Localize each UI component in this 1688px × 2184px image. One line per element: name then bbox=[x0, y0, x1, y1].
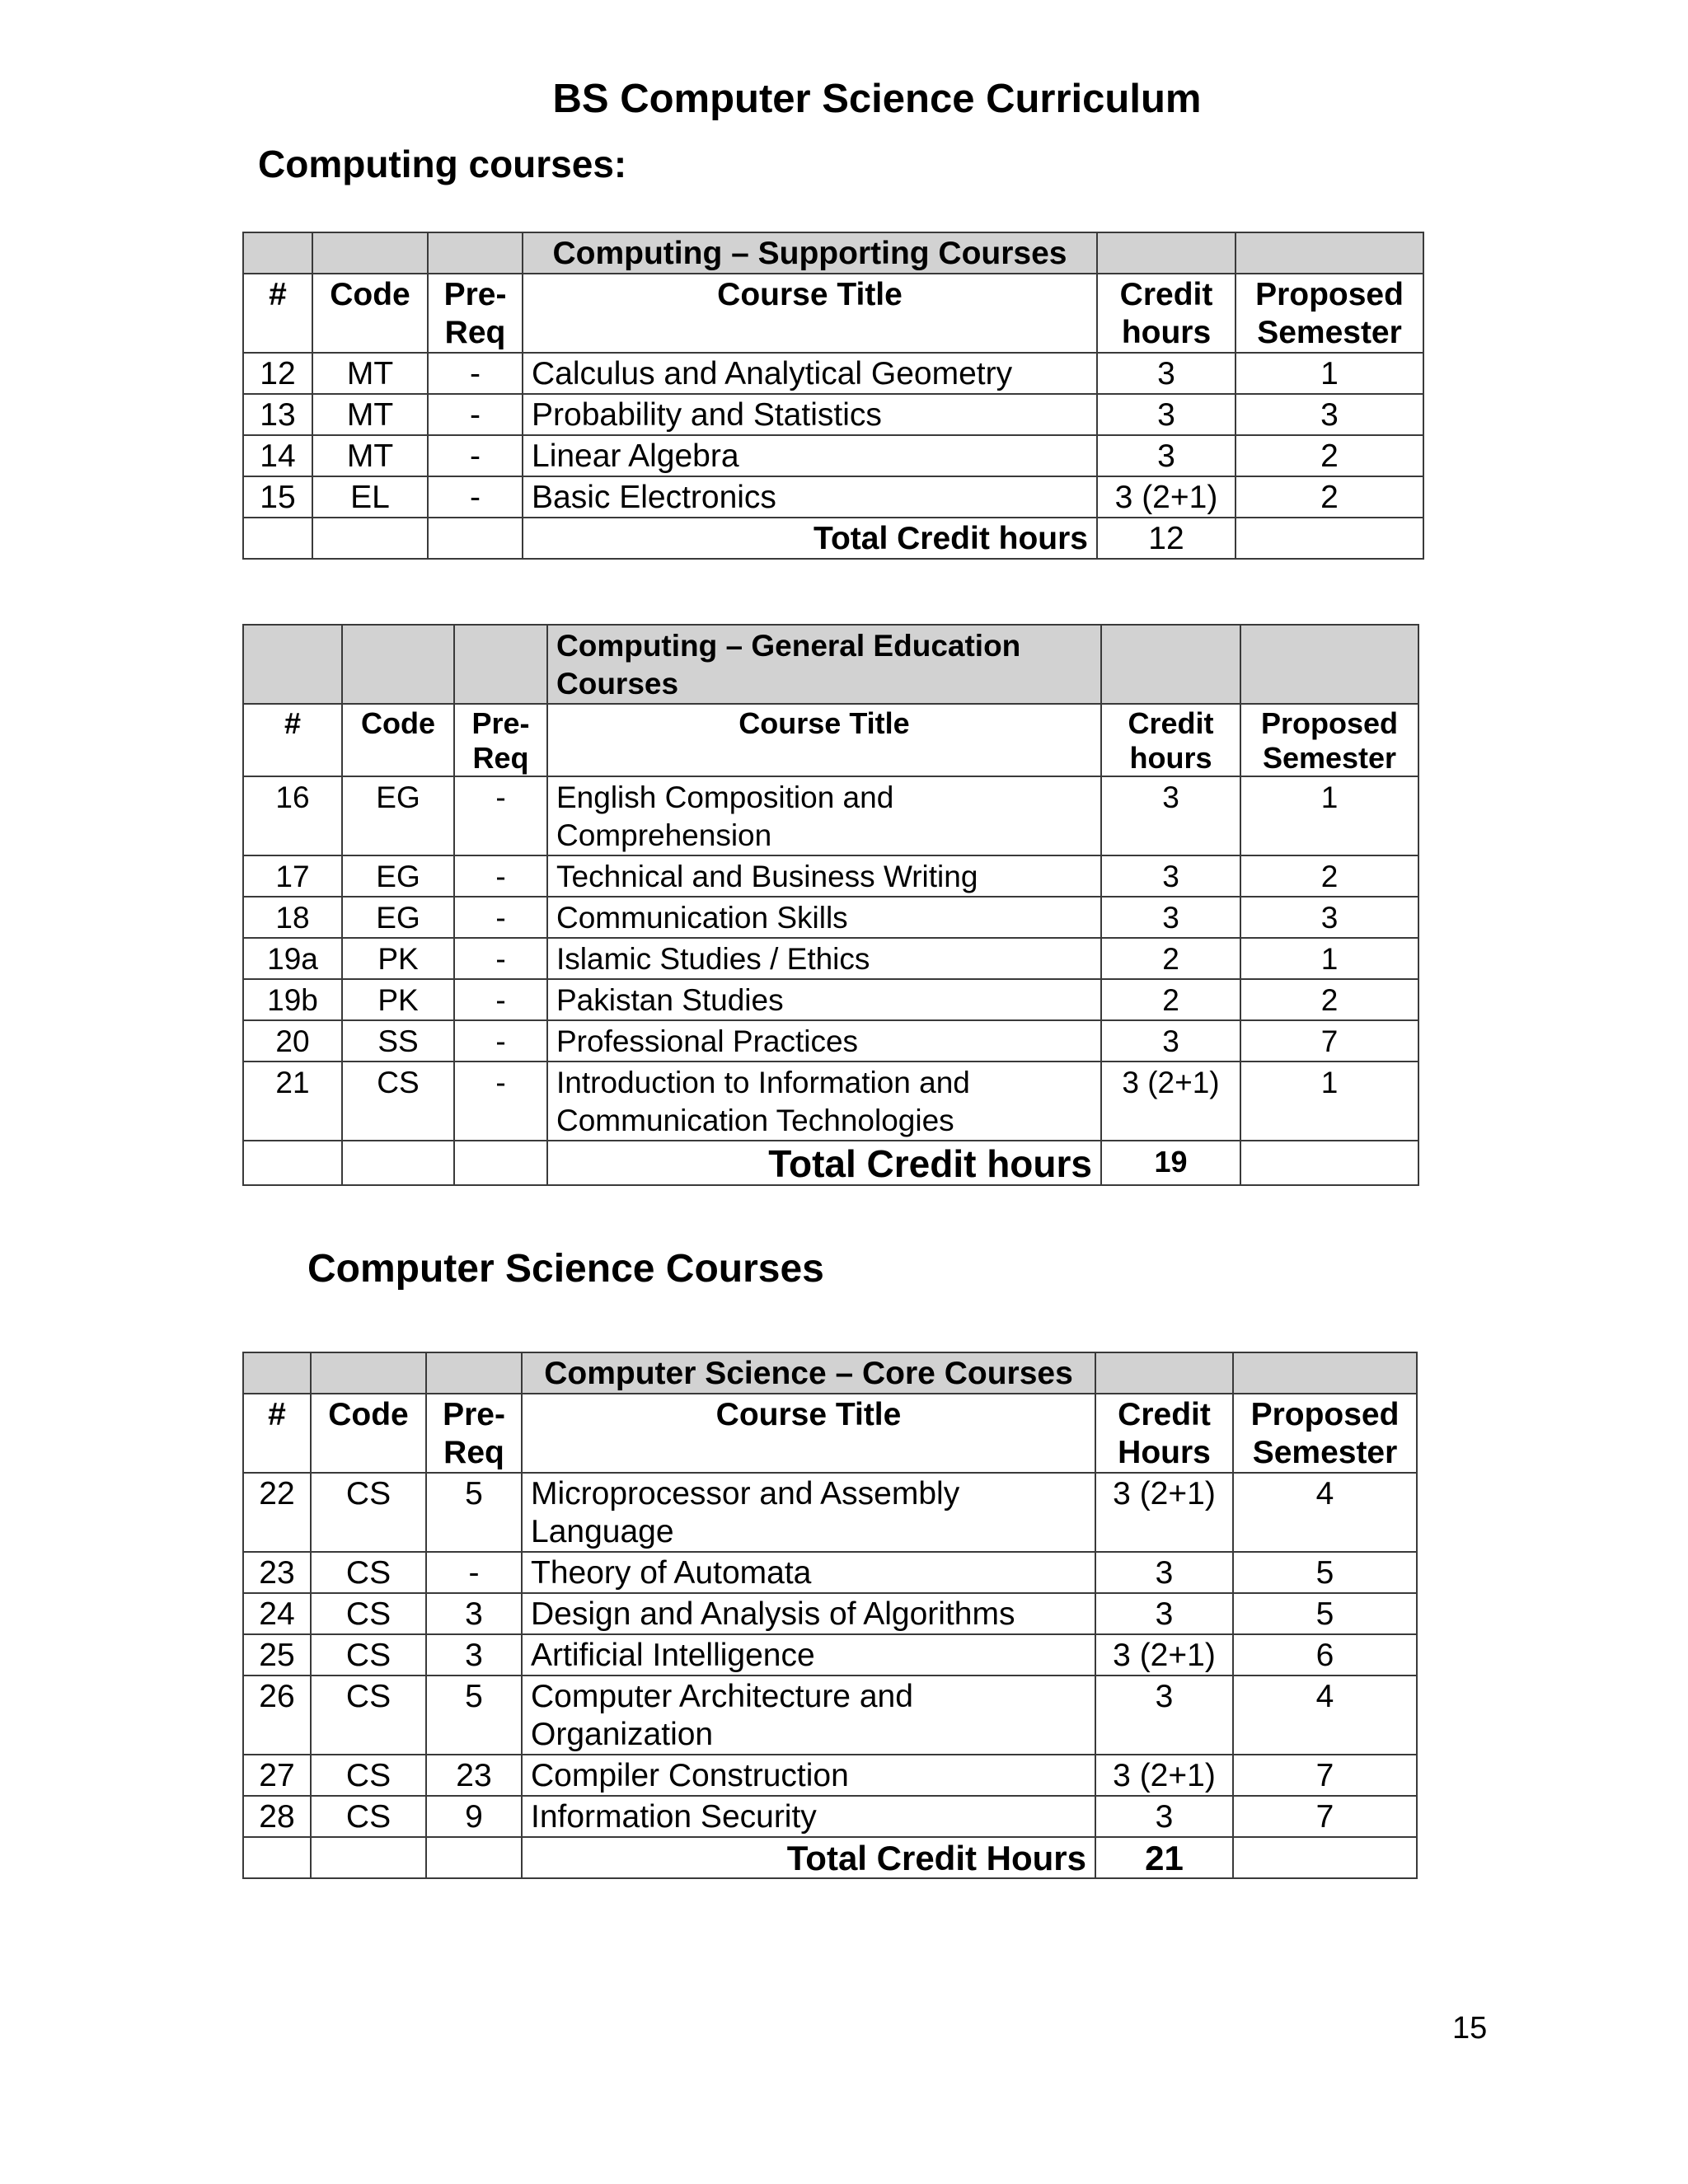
cell-semester: 3 bbox=[1236, 394, 1423, 435]
table-header-row bbox=[243, 704, 1418, 776]
computing-courses-heading: Computing courses: bbox=[258, 143, 627, 185]
cell-prereq: 5 bbox=[426, 1675, 522, 1755]
cell-credit: 3 bbox=[1095, 1593, 1233, 1634]
cell-code: CS bbox=[311, 1473, 426, 1552]
cell-semester: 5 bbox=[1233, 1593, 1417, 1634]
cell-credit: 3 bbox=[1097, 394, 1236, 435]
cell-semester: 1 bbox=[1240, 776, 1418, 855]
cell-semester: 5 bbox=[1233, 1552, 1417, 1593]
cell-num: 28 bbox=[243, 1796, 311, 1837]
cell-semester: 4 bbox=[1233, 1473, 1417, 1552]
cell-code: MT bbox=[312, 435, 428, 476]
cell-credit: 3 bbox=[1095, 1552, 1233, 1593]
cell-credit: 3 bbox=[1095, 1796, 1233, 1837]
cell-title: Design and Analysis of Algorithms bbox=[522, 1593, 1095, 1634]
cell-prereq: 3 bbox=[426, 1593, 522, 1634]
cell-credit: 3 bbox=[1101, 897, 1240, 938]
cell-credit: 3 bbox=[1101, 776, 1240, 855]
cell-prereq: - bbox=[454, 938, 547, 979]
core-courses-table bbox=[242, 1352, 1418, 1879]
table-row bbox=[243, 394, 1423, 435]
cell-num: 17 bbox=[243, 855, 342, 897]
cell-title: English Composition and Comprehension bbox=[547, 776, 1101, 855]
cell-semester: 1 bbox=[1236, 353, 1423, 394]
cell-credit: 3 (2+1) bbox=[1101, 1062, 1240, 1141]
table-row bbox=[243, 476, 1423, 518]
table-row bbox=[243, 1020, 1418, 1062]
table-row bbox=[243, 1796, 1417, 1837]
cell-code: EL bbox=[312, 476, 428, 518]
cell-prereq: - bbox=[454, 776, 547, 855]
cell-code: MT bbox=[312, 394, 428, 435]
cell-num: 27 bbox=[243, 1755, 311, 1796]
table-row bbox=[243, 776, 1418, 855]
cell-code: PK bbox=[342, 979, 454, 1020]
cell-num: 15 bbox=[243, 476, 312, 518]
table-row bbox=[243, 353, 1423, 394]
cell-num: 19b bbox=[243, 979, 342, 1020]
header-credit: Credit Hours bbox=[1095, 1394, 1233, 1473]
cell-credit: 3 bbox=[1097, 435, 1236, 476]
cell-prereq: - bbox=[454, 897, 547, 938]
header-credit: Credit hours bbox=[1101, 704, 1240, 776]
table-row bbox=[243, 1062, 1418, 1141]
cell-prereq: - bbox=[454, 979, 547, 1020]
cell-num: 25 bbox=[243, 1634, 311, 1675]
header-semester: Proposed Semester bbox=[1240, 704, 1418, 776]
header-num: # bbox=[243, 704, 342, 776]
cell-num: 19a bbox=[243, 938, 342, 979]
cell-semester: 1 bbox=[1240, 938, 1418, 979]
cell-code: CS bbox=[311, 1755, 426, 1796]
cell-title: Theory of Automata bbox=[522, 1552, 1095, 1593]
total-label: Total Credit Hours bbox=[522, 1837, 1095, 1878]
cell-prereq: - bbox=[426, 1552, 522, 1593]
table-band-title: Computing – General Education Courses bbox=[547, 625, 1101, 704]
cell-code: CS bbox=[311, 1634, 426, 1675]
cell-num: 13 bbox=[243, 394, 312, 435]
header-title: Course Title bbox=[523, 274, 1097, 353]
cell-num: 24 bbox=[243, 1593, 311, 1634]
table-band-row bbox=[243, 625, 1418, 704]
cell-prereq: 5 bbox=[426, 1473, 522, 1552]
cell-prereq: - bbox=[428, 394, 523, 435]
header-title: Course Title bbox=[522, 1394, 1095, 1473]
cell-code: EG bbox=[342, 776, 454, 855]
cell-title: Calculus and Analytical Geometry bbox=[523, 353, 1097, 394]
cell-title: Information Security bbox=[522, 1796, 1095, 1837]
cell-prereq: 9 bbox=[426, 1796, 522, 1837]
cell-title: Basic Electronics bbox=[523, 476, 1097, 518]
table-row bbox=[243, 1755, 1417, 1796]
cell-title: Communication Skills bbox=[547, 897, 1101, 938]
cs-courses-heading: Computer Science Courses bbox=[307, 1247, 824, 1291]
page-number: 15 bbox=[1452, 2011, 1488, 2046]
cell-num: 18 bbox=[243, 897, 342, 938]
total-value: 19 bbox=[1101, 1141, 1240, 1185]
cell-title: Probability and Statistics bbox=[523, 394, 1097, 435]
table-row bbox=[243, 897, 1418, 938]
cell-num: 26 bbox=[243, 1675, 311, 1755]
cell-code: PK bbox=[342, 938, 454, 979]
cell-credit: 3 bbox=[1095, 1675, 1233, 1755]
cell-credit: 3 (2+1) bbox=[1095, 1755, 1233, 1796]
header-num: # bbox=[243, 274, 312, 353]
cell-code: CS bbox=[311, 1675, 426, 1755]
cell-credit: 2 bbox=[1101, 938, 1240, 979]
cell-title: Computer Architecture and Organization bbox=[522, 1675, 1095, 1755]
table-band-title: Computer Science – Core Courses bbox=[522, 1352, 1095, 1394]
page-title: BS Computer Science Curriculum bbox=[552, 77, 1202, 121]
table-row bbox=[243, 1593, 1417, 1634]
cell-title: Islamic Studies / Ethics bbox=[547, 938, 1101, 979]
cell-semester: 2 bbox=[1236, 435, 1423, 476]
table-row bbox=[243, 435, 1423, 476]
cell-prereq: - bbox=[428, 353, 523, 394]
cell-num: 22 bbox=[243, 1473, 311, 1552]
cell-semester: 1 bbox=[1240, 1062, 1418, 1141]
header-code: Code bbox=[311, 1394, 426, 1473]
header-num: # bbox=[243, 1394, 311, 1473]
header-code: Code bbox=[312, 274, 428, 353]
header-prereq: Pre- Req bbox=[454, 704, 547, 776]
cell-title: Compiler Construction bbox=[522, 1755, 1095, 1796]
cell-code: EG bbox=[342, 897, 454, 938]
cell-prereq: - bbox=[454, 855, 547, 897]
cell-credit: 3 (2+1) bbox=[1095, 1634, 1233, 1675]
supporting-courses-table bbox=[242, 232, 1424, 560]
table-row bbox=[243, 1675, 1417, 1755]
header-credit: Credit hours bbox=[1097, 274, 1236, 353]
cell-num: 14 bbox=[243, 435, 312, 476]
table-total-row bbox=[243, 1141, 1418, 1185]
total-value: 12 bbox=[1097, 518, 1236, 559]
cell-title: Introduction to Information and Communication Technologies bbox=[547, 1062, 1101, 1141]
table-row bbox=[243, 1634, 1417, 1675]
cell-code: SS bbox=[342, 1020, 454, 1062]
header-prereq: Pre- Req bbox=[428, 274, 523, 353]
cell-semester: 3 bbox=[1240, 897, 1418, 938]
table-row bbox=[243, 1473, 1417, 1552]
cell-num: 23 bbox=[243, 1552, 311, 1593]
total-label: Total Credit hours bbox=[547, 1141, 1101, 1185]
cell-prereq: - bbox=[454, 1020, 547, 1062]
cell-semester: 6 bbox=[1233, 1634, 1417, 1675]
cell-prereq: 23 bbox=[426, 1755, 522, 1796]
cell-code: CS bbox=[311, 1796, 426, 1837]
table-row bbox=[243, 938, 1418, 979]
cell-title: Linear Algebra bbox=[523, 435, 1097, 476]
table-row bbox=[243, 1552, 1417, 1593]
cell-semester: 7 bbox=[1233, 1796, 1417, 1837]
cell-prereq: - bbox=[428, 476, 523, 518]
cell-title: Microprocessor and Assembly Language bbox=[522, 1473, 1095, 1552]
general-education-table bbox=[242, 624, 1419, 1186]
cell-num: 16 bbox=[243, 776, 342, 855]
table-band-row bbox=[243, 232, 1423, 274]
table-row bbox=[243, 979, 1418, 1020]
cell-credit: 3 (2+1) bbox=[1097, 476, 1236, 518]
cell-credit: 3 bbox=[1101, 1020, 1240, 1062]
header-title: Course Title bbox=[547, 704, 1101, 776]
cell-semester: 7 bbox=[1240, 1020, 1418, 1062]
cell-semester: 2 bbox=[1240, 979, 1418, 1020]
table-header-row bbox=[243, 1394, 1417, 1473]
table-row bbox=[243, 855, 1418, 897]
cell-title: Pakistan Studies bbox=[547, 979, 1101, 1020]
cell-code: CS bbox=[311, 1593, 426, 1634]
cell-semester: 4 bbox=[1233, 1675, 1417, 1755]
table-total-row bbox=[243, 518, 1423, 559]
header-semester: Proposed Semester bbox=[1233, 1394, 1417, 1473]
cell-credit: 2 bbox=[1101, 979, 1240, 1020]
table-band-row bbox=[243, 1352, 1417, 1394]
cell-prereq: 3 bbox=[426, 1634, 522, 1675]
cell-num: 21 bbox=[243, 1062, 342, 1141]
cell-title: Professional Practices bbox=[547, 1020, 1101, 1062]
cell-num: 12 bbox=[243, 353, 312, 394]
cell-semester: 7 bbox=[1233, 1755, 1417, 1796]
cell-semester: 2 bbox=[1236, 476, 1423, 518]
total-value: 21 bbox=[1095, 1837, 1233, 1878]
cell-prereq: - bbox=[428, 435, 523, 476]
cell-title: Artificial Intelligence bbox=[522, 1634, 1095, 1675]
table-header-row bbox=[243, 274, 1423, 353]
cell-credit: 3 (2+1) bbox=[1095, 1473, 1233, 1552]
cell-credit: 3 bbox=[1101, 855, 1240, 897]
cell-credit: 3 bbox=[1097, 353, 1236, 394]
cell-code: CS bbox=[342, 1062, 454, 1141]
total-label: Total Credit hours bbox=[523, 518, 1097, 559]
cell-title: Technical and Business Writing bbox=[547, 855, 1101, 897]
cell-code: MT bbox=[312, 353, 428, 394]
cell-prereq: - bbox=[454, 1062, 547, 1141]
header-semester: Proposed Semester bbox=[1236, 274, 1423, 353]
header-prereq: Pre- Req bbox=[426, 1394, 522, 1473]
table-total-row bbox=[243, 1837, 1417, 1878]
cell-code: CS bbox=[311, 1552, 426, 1593]
cell-num: 20 bbox=[243, 1020, 342, 1062]
header-code: Code bbox=[342, 704, 454, 776]
cell-semester: 2 bbox=[1240, 855, 1418, 897]
cell-code: EG bbox=[342, 855, 454, 897]
table-band-title: Computing – Supporting Courses bbox=[523, 232, 1097, 274]
